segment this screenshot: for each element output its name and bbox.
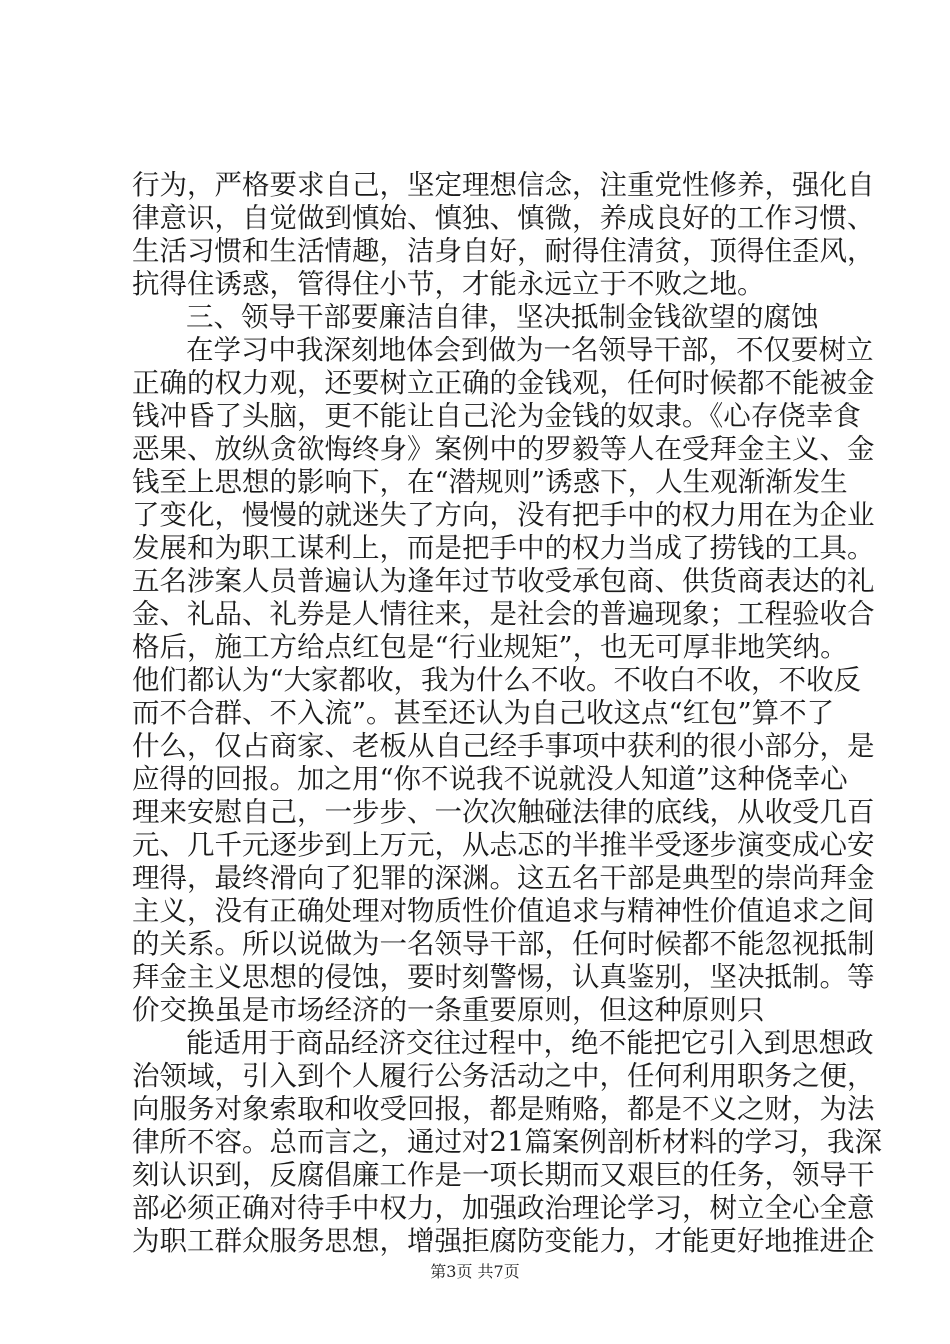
- text-line: 行为，严格要求自己，坚定理想信念，注重党性修养，强化自: [132, 169, 875, 201]
- text-line: 治领域，引入到个人履行公务活动之中，任何利用职务之便，: [132, 1060, 875, 1092]
- text-line: 恶果、放纵贪欲悔终身》案例中的罗毅等人在受拜金主义、金: [132, 433, 875, 465]
- text-line: 律所不容。总而言之，通过对21篇案例剖析材料的学习，我深: [132, 1126, 882, 1158]
- text-line: 律意识，自觉做到慎始、慎独、慎微，养成良好的工作习惯、: [132, 202, 875, 234]
- text-line: 什么，仅占商家、老板从自己经手事项中获利的很小部分，是: [132, 730, 875, 762]
- text-line: 价交换虽是市场经济的一条重要原则，但这种原则只: [132, 994, 765, 1026]
- page-number-footer: 第3页 共7页: [430, 1262, 520, 1281]
- text-line: 刻认识到，反腐倡廉工作是一项长期而又艰巨的任务，领导干: [132, 1159, 875, 1191]
- text-line: 钱至上思想的影响下，在“潜规则”诱惑下，人生观渐渐发生: [132, 466, 848, 498]
- text-line: 的关系。所以说做为一名领导干部，任何时候都不能忽视抵制: [132, 928, 875, 960]
- text-line: 五名涉案人员普遍认为逢年过节收受承包商、供货商表达的礼: [132, 565, 875, 597]
- text-line: 钱冲昏了头脑，更不能让自己沦为金钱的奴隶。《心存侥幸食: [132, 400, 861, 432]
- paragraph-start-line: 在学习中我深刻地体会到做为一名领导干部，不仅要树立: [186, 334, 874, 366]
- text-line: 金、礼品、礼券是人情往来，是社会的普遍现象；工程验收合: [132, 598, 875, 630]
- text-line: 生活习惯和生活情趣，洁身自好，耐得住清贫，顶得住歪风，: [132, 235, 875, 267]
- text-line: 抗得住诱惑，管得住小节，才能永远立于不败之地。: [132, 268, 765, 300]
- text-line: 理得，最终滑向了犯罪的深渊。这五名干部是典型的崇尚拜金: [132, 862, 875, 894]
- section-heading: 三、领导干部要廉洁自律，坚决抵制金钱欲望的腐蚀: [186, 301, 819, 333]
- text-line: 拜金主义思想的侵蚀，要时刻警惕，认真鉴别，坚决抵制。等: [132, 961, 875, 993]
- text-line: 向服务对象索取和收受回报，都是贿赂，都是不义之财，为法: [132, 1093, 875, 1125]
- text-line: 格后，施工方给点红包是“行业规矩”，也无可厚非地笑纳。: [132, 631, 848, 663]
- text-line: 为职工群众服务思想，增强拒腐防变能力，才能更好地推进企: [132, 1225, 875, 1257]
- text-line: 部必须正确对待手中权力，加强政治理论学习，树立全心全意: [132, 1192, 875, 1224]
- text-line: 而不合群、不入流”。甚至还认为自己收这点“红包”算不了: [132, 697, 835, 729]
- paragraph-start-line: 能适用于商品经济交往过程中，绝不能把它引入到思想政: [186, 1027, 874, 1059]
- text-line: 了变化，慢慢的就迷失了方向，没有把手中的权力用在为企业: [132, 499, 875, 531]
- text-line: 正确的权力观，还要树立正确的金钱观，任何时候都不能被金: [132, 367, 875, 399]
- text-line: 主义，没有正确处理对物质性价值追求与精神性价值追求之间: [132, 895, 875, 927]
- text-line: 发展和为职工谋利上，而是把手中的权力当成了捞钱的工具。: [132, 532, 875, 564]
- text-line: 他们都认为“大家都收，我为什么不收。不收白不收，不收反: [132, 664, 862, 696]
- text-line: 应得的回报。加之用“你不说我不说就没人知道”这种侥幸心: [132, 763, 848, 795]
- text-line: 理来安慰自己，一步步、一次次触碰法律的底线，从收受几百: [132, 796, 875, 828]
- text-line: 元、几千元逐步到上万元，从忐忑的半推半受逐步演变成心安: [132, 829, 875, 861]
